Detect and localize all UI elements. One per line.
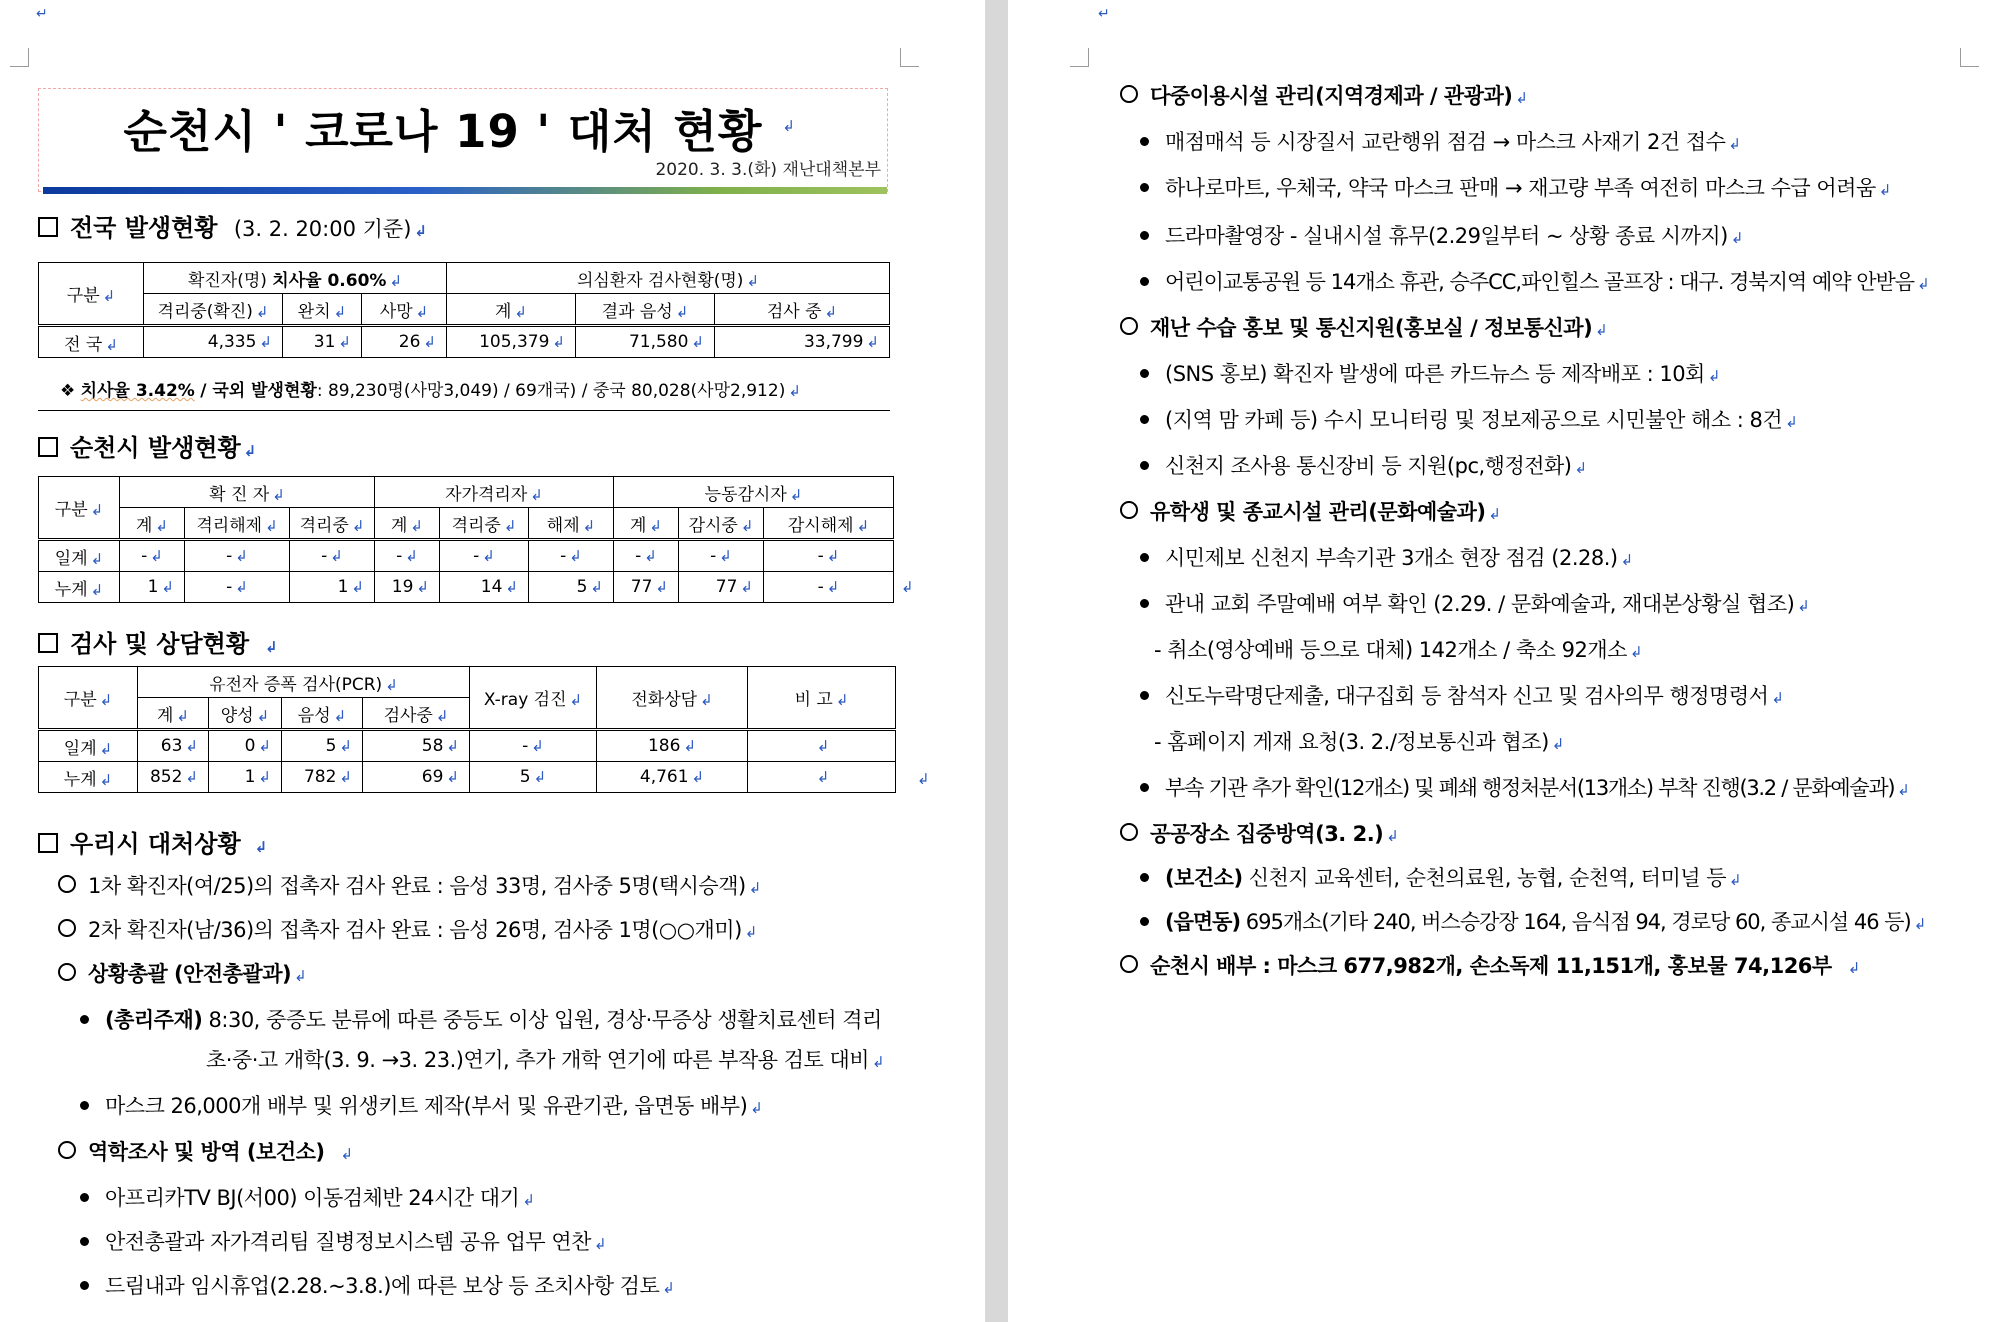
bullet-dot-icon [1140, 231, 1149, 240]
circle-bullet-icon [1120, 317, 1138, 335]
circle-bullet-icon [1120, 955, 1138, 973]
return-mark-icon: ↲ [901, 578, 914, 596]
note-china: / 중국 80,028(사망2,912) [581, 381, 786, 401]
circle-bullet-icon [58, 1141, 76, 1159]
crop-mark [10, 48, 29, 67]
grp-confirmed: 확 진 자 ↲ [120, 477, 375, 508]
cell: 63 ↲ [138, 730, 209, 762]
bullet-dot-icon [80, 1281, 89, 1290]
right-subitem-dash: - 취소(영상예배 등으로 대체) 142개소 / 축소 92개소 ↲ [1154, 638, 1643, 662]
bullet-dot-icon [1140, 783, 1149, 792]
row-label: 누계 ↲ [39, 572, 120, 603]
col-suspect: 의심환자 검사현황(명) ↲ [447, 263, 890, 294]
circle-bullet-icon [58, 963, 76, 981]
right-subitem: (보건소) 신천지 교육센터, 순천의료원, 농협, 순천역, 터미널 등 ↲ [1140, 862, 1741, 892]
right-item: 유학생 및 종교시설 관리(문화예술과) ↲ [1120, 496, 1501, 526]
cell: - ↲ [470, 730, 597, 762]
cell: - ↲ [764, 540, 894, 572]
checkbox-icon [38, 833, 58, 853]
cell: 5 ↲ [282, 730, 363, 762]
cell: 5 ↲ [470, 762, 597, 793]
subcol: 해제 ↲ [529, 508, 614, 540]
cell: 77 ↲ [614, 572, 679, 603]
suncheon-table [38, 476, 894, 603]
crop-mark [1960, 48, 1979, 67]
row-label: 일계 ↲ [39, 730, 138, 762]
right-subitem: 매점매석 등 시장질서 교란행위 점검 → 마스크 사재기 2건 접수 ↲ [1140, 126, 1740, 156]
bullet-dot-icon [1140, 277, 1149, 286]
title-block [38, 88, 888, 192]
document-title: 순천시 ' 코로나 19 ' 대처 현황 [123, 105, 763, 158]
subcol: 감시중 ↲ [679, 508, 764, 540]
paragraph-mark-icon: ↵ [36, 6, 48, 22]
right-subitem: 관내 교회 주말예배 여부 확인 (2.29. / 문화예술과, 재대본상황실 협조) ↲ [1140, 588, 1809, 618]
col-note: 비 고 ↲ [748, 667, 896, 730]
col-gubun: 구분 ↲ [39, 477, 120, 540]
subcol: 격리중 ↲ [440, 508, 529, 540]
row-label: 누계 ↲ [39, 762, 138, 793]
cell: ↲ [748, 730, 896, 762]
cell: 1 ↲ [120, 572, 185, 603]
bullet-dot-icon [1140, 183, 1149, 192]
cell: 33,799 ↲ [715, 326, 890, 358]
circle-bullet-icon [1120, 823, 1138, 841]
return-mark-icon: ↲ [243, 442, 257, 460]
response-item: 1차 확진자(여/25)의 접촉자 검사 완료 : 음성 33명, 검사중 5명(택시승객) ↲ [58, 870, 761, 900]
note-overseas-value: : 89,230명(사망3,049) / 69개국) [316, 381, 577, 401]
cell: ↲ [748, 762, 896, 793]
cell: 14 ↲ [440, 572, 529, 603]
cell: 58 ↲ [363, 730, 470, 762]
subcol: 계 ↲ [138, 698, 209, 730]
subcol: 검사 중 ↲ [715, 294, 890, 326]
national-table [38, 262, 890, 358]
return-mark-icon: ↲ [782, 117, 795, 135]
cell: - ↲ [679, 540, 764, 572]
bullet-dot-icon [1140, 691, 1149, 700]
divider [38, 410, 890, 411]
bullet-dot-icon [1140, 369, 1149, 378]
subcol: 완치 ↲ [283, 294, 362, 326]
bullet-dot-icon [1140, 917, 1149, 926]
col-confirmed: 확진자(명) 치사율 0.60% ↲ [144, 263, 447, 294]
right-item: 다중이용시설 관리(지역경제과 / 관광과) ↲ [1120, 80, 1527, 110]
response-subitem: 마스크 26,000개 배부 및 위생키트 제작(부서 및 유관기관, 읍면동 배부) ↲ [80, 1090, 762, 1120]
response-subitem: 드림내과 임시휴업(2.28.~3.8.)에 따른 보상 등 조치사항 검토 ↲ [80, 1270, 674, 1300]
national-heading-sub: (3. 2. 20:00 기준) [233, 217, 412, 241]
response-item: 역학조사 및 방역 (보건소) ↲ [58, 1136, 353, 1166]
diamond-icon: ❖ [60, 381, 76, 401]
checkbox-icon [38, 437, 58, 457]
response-subitem: 안전총괄과 자가격리팀 질병정보시스템 공유 업무 연찬 ↲ [80, 1226, 606, 1256]
cell: 782 ↲ [282, 762, 363, 793]
circle-bullet-icon [1120, 85, 1138, 103]
right-subitem-dash: - 홈페이지 게재 요청(3. 2./정보통신과 협조) ↲ [1154, 730, 1564, 754]
circle-bullet-icon [58, 875, 76, 893]
cell: - ↲ [614, 540, 679, 572]
cell: 69 ↲ [363, 762, 470, 793]
col-gubun: 구분 ↲ [39, 667, 138, 730]
bullet-dot-icon [1140, 553, 1149, 562]
subcol: 격리중 ↲ [290, 508, 375, 540]
cell: 71,580 ↲ [576, 326, 715, 358]
row-label: 일계 ↲ [39, 540, 120, 572]
right-subitem: (SNS 홍보) 확진자 발생에 따른 카드뉴스 등 제작배포 : 10회 ↲ [1140, 358, 1720, 388]
cell: 31 ↲ [283, 326, 362, 358]
response-item: 2차 확진자(남/36)의 접촉자 검사 완료 : 음성 26명, 검사중 1명(○○개미) ↲ [58, 914, 757, 944]
right-subitem: 하나로마트, 우체국, 약국 마스크 판매 → 재고량 부족 여전히 마스크 수급 어려움 ↲ [1140, 172, 1891, 202]
right-subitem: (지역 맘 카페 등) 수시 모니터링 및 정보제공으로 시민불안 해소 : 8건 ↲ [1140, 404, 1797, 434]
subcol: 계 ↲ [614, 508, 679, 540]
response-heading [38, 824, 267, 859]
national-note [60, 376, 801, 401]
cell: - ↲ [375, 540, 440, 572]
testing-table [38, 666, 896, 793]
col-phone: 전화상담 ↲ [597, 667, 748, 730]
cell: 105,379 ↲ [447, 326, 576, 358]
right-subitem: 신천지 조사용 통신장비 등 지원(pc,행정전화) ↲ [1140, 450, 1587, 480]
bullet-dot-icon [80, 1101, 89, 1110]
return-mark-icon: ↲ [265, 638, 278, 656]
crop-mark [1070, 48, 1089, 67]
bullet-dot-icon [1140, 137, 1149, 146]
response-subitem-cont: 초·중·고 개학(3. 9. →3. 23.)연기, 추가 개학 연기에 따른 부작용 검토 대비 ↲ [206, 1048, 885, 1072]
subcol: 계 ↲ [375, 508, 440, 540]
document-page-left [0, 0, 985, 1322]
cell: 4,761 ↲ [597, 762, 748, 793]
cell: 1 ↲ [290, 572, 375, 603]
right-subitem: 드라마촬영장 - 실내시설 휴무(2.29일부터 ~ 상황 종료 시까지) ↲ [1140, 220, 1743, 250]
bullet-dot-icon [1140, 461, 1149, 470]
right-subitem: (읍면동) 695개소(기타 240, 버스승강장 164, 음식점 94, 경로당 60, 종교시설 46 등) ↲ [1140, 906, 1925, 936]
subcol: 사망 ↲ [362, 294, 447, 326]
cell: 852 ↲ [138, 762, 209, 793]
right-item: 공공장소 집중방역(3. 2.) ↲ [1120, 818, 1398, 848]
grp-active: 능동감시자 ↲ [614, 477, 894, 508]
right-item: 재난 수습 홍보 및 통신지원(홍보실 / 정보통신과) ↲ [1120, 312, 1607, 342]
cell: 4,335 ↲ [144, 326, 283, 358]
bullet-dot-icon [1140, 599, 1149, 608]
return-mark-icon: ↲ [414, 222, 427, 240]
cell: - ↲ [185, 572, 290, 603]
bullet-dot-icon [80, 1015, 89, 1024]
testing-heading [38, 624, 278, 659]
checkbox-icon [38, 633, 58, 653]
bullet-dot-icon [80, 1193, 89, 1202]
col-gubun: 구분 ↲ [39, 263, 144, 326]
document-date: 2020. 3. 3.(화) 재난대책본부 [655, 160, 881, 180]
cell: 5 ↲ [529, 572, 614, 603]
subcol: 양성 ↲ [209, 698, 282, 730]
note-overseas-label: / 국외 발생현황 [200, 381, 317, 401]
response-heading-text: 우리시 대처상황 [70, 830, 241, 858]
circle-bullet-icon [1120, 501, 1138, 519]
suncheon-heading-text: 순천시 발생현황 [70, 434, 241, 462]
grp-pcr: 유전자 증폭 검사(PCR) ↲ [138, 667, 470, 698]
national-heading [38, 208, 427, 243]
response-subitem: (총리주재) 8:30, 중증도 분류에 따른 중등도 이상 입원, 경상·무증상 생활치료센터 격리 [80, 1004, 882, 1034]
subcol: 감시해제 ↲ [764, 508, 894, 540]
bullet-dot-icon [80, 1237, 89, 1246]
subcol: 계 ↲ [447, 294, 576, 326]
cell: 77 ↲ [679, 572, 764, 603]
checkbox-icon [38, 217, 58, 237]
response-item: 상황총괄 (안전총괄과) ↲ [58, 958, 306, 988]
col-xray: X-ray 검진 ↲ [470, 667, 597, 730]
right-subitem: 부속 기관 추가 확인(12개소) 및 폐쇄 행정처분서(13개소) 부착 진행(3.2 / 문화예술과) ↲ [1140, 772, 1909, 802]
title-bar [43, 187, 887, 194]
cell: - ↲ [529, 540, 614, 572]
cell: 19 ↲ [375, 572, 440, 603]
bullet-dot-icon [1140, 415, 1149, 424]
right-subitem: 어린이교통공원 등 14개소 휴관, 승주CC,파인힐스 골프장 : 대구. 경북지역 예약 안받음 ↲ [1140, 266, 1929, 296]
cell: - ↲ [764, 572, 894, 603]
note-fatality: 치사율 3.42% [80, 381, 195, 401]
response-subitem: 아프리카TV BJ(서00) 이동검체반 24시간 대기 ↲ [80, 1182, 534, 1212]
row-label: 전 국 ↲ [39, 326, 144, 358]
cell: - ↲ [120, 540, 185, 572]
paragraph-mark-icon: ↵ [1098, 6, 1110, 22]
right-subitem: 시민제보 신천지 부속기관 3개소 현장 점검 (2.28.) ↲ [1140, 542, 1633, 572]
crop-mark [900, 48, 919, 67]
cell: - ↲ [185, 540, 290, 572]
testing-heading-text: 검사 및 상담현황 [70, 630, 249, 658]
subcol: 격리중(확진) ↲ [144, 294, 283, 326]
suncheon-heading [38, 428, 256, 463]
return-mark-icon: ↲ [254, 838, 268, 856]
subcol: 계 ↲ [120, 508, 185, 540]
cell: - ↲ [290, 540, 375, 572]
cell: 1 ↲ [209, 762, 282, 793]
return-mark-icon: ↲ [788, 382, 801, 400]
right-subitem: 신도누락명단제출, 대구집회 등 참석자 신고 및 검사의무 행정명령서 ↲ [1140, 680, 1784, 710]
cell: 0 ↲ [209, 730, 282, 762]
subcol: 결과 음성 ↲ [576, 294, 715, 326]
subcol: 검사중 ↲ [363, 698, 470, 730]
subcol: 격리해제 ↲ [185, 508, 290, 540]
grp-selfiso: 자가격리자 ↲ [375, 477, 614, 508]
return-mark-icon: ↲ [917, 770, 930, 788]
cell: 26 ↲ [362, 326, 447, 358]
cell: - ↲ [440, 540, 529, 572]
document-page-right [1008, 0, 1991, 1322]
subcol: 음성 ↲ [282, 698, 363, 730]
cell: 186 ↲ [597, 730, 748, 762]
circle-bullet-icon [58, 919, 76, 937]
national-heading-text: 전국 발생현황 [70, 214, 218, 242]
bullet-dot-icon [1140, 873, 1149, 882]
right-item: 순천시 배부 : 마스크 677,982개, 손소독제 11,151개, 홍보물 74,126부 ↲ [1120, 950, 1860, 980]
